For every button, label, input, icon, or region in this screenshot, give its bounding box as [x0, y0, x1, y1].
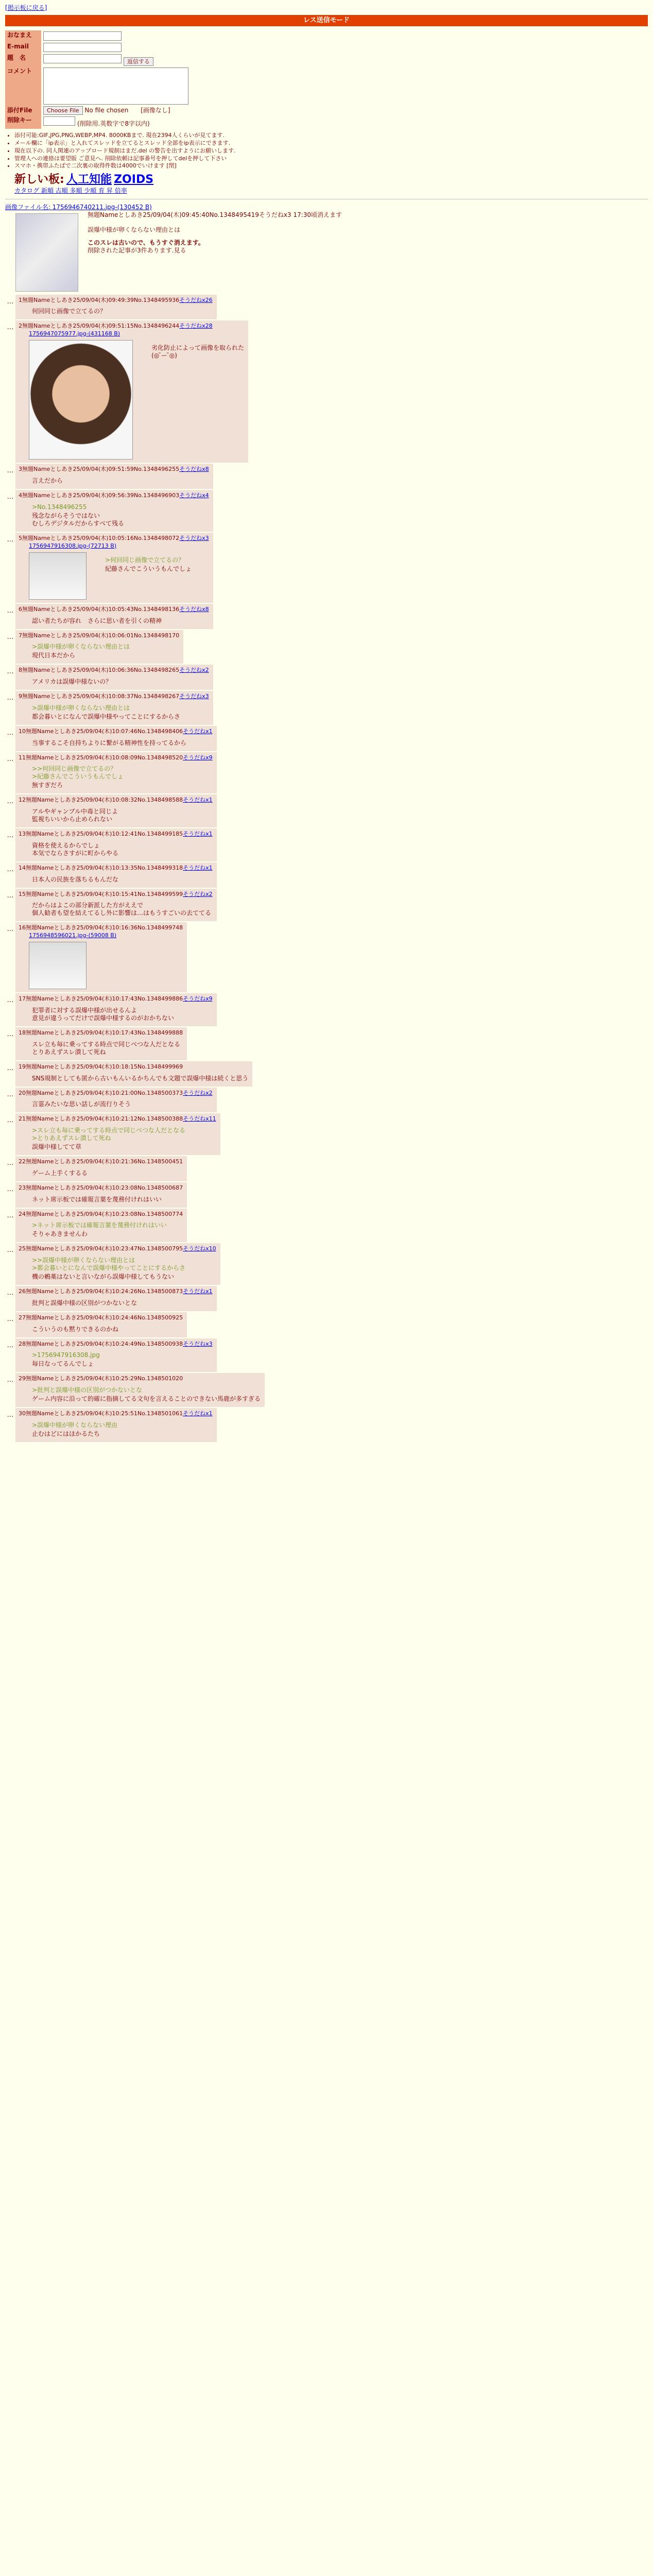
reply-box	[15, 320, 248, 463]
reply-body: 認い者たちが容れ さらに思い者を引くの精神	[32, 617, 162, 624]
reply-body: 言えだから	[32, 477, 63, 484]
reply	[5, 533, 648, 603]
op-notice-deleted: 削除された記事が3件あります.見る	[88, 246, 186, 254]
reply-box	[15, 1243, 220, 1285]
reply-header-text: 10無題Nameとしあき25/09/04(木)10:07:46No.1348498406	[19, 727, 183, 735]
reply-header-text: 23無題Nameとしあき25/09/04(木)10:23:08No.1348500687	[19, 1184, 183, 1191]
reply-box	[15, 1338, 217, 1372]
reply-header	[19, 891, 213, 898]
sodane-button[interactable]: そうだねx1	[183, 796, 213, 804]
delkey-field[interactable]	[43, 116, 75, 126]
reply-thumbnail[interactable]	[29, 942, 87, 989]
reply-body: SNS規制としても匿から古いもんいるかちんでも文題で誤爆中様は続くと思う	[32, 1074, 249, 1082]
reply-body: 残念ながらそうではない むしろデジタルだからすべて残る	[32, 512, 125, 527]
thread-file-link[interactable]: 画像ファイル名: 1756946740211.jpg-(130452 B)	[5, 203, 152, 211]
reply-body: ゲーム上手くするる	[32, 1169, 88, 1177]
sodane-button[interactable]: そうだねx3	[183, 1340, 213, 1347]
reply	[5, 1061, 648, 1087]
sodane-button[interactable]: そうだねx4	[179, 492, 209, 499]
reply-header	[19, 693, 209, 700]
reply-dash: …	[7, 297, 14, 306]
reply-header	[19, 1288, 213, 1295]
reply-body: 紀藤さんでこういうもんでしょ	[105, 565, 192, 572]
reply-header	[19, 1158, 183, 1165]
note-item: • スマホ・携帯ふたばで二次裏の取得件数は4000でいけます [閉]	[14, 162, 648, 170]
reply-quote: >批判と誤爆中様の区別がつかないとな	[32, 1386, 143, 1394]
reply-dash: …	[7, 798, 14, 806]
reply	[5, 1027, 648, 1060]
reply-box	[15, 1373, 265, 1407]
reply-body: 劣化防止によって画像を取られた (◎ ̄ー ̄◎)	[151, 344, 245, 360]
reply-header	[19, 632, 179, 639]
reply	[5, 1088, 648, 1113]
reply-dash: …	[7, 493, 14, 501]
reply-box	[15, 490, 213, 532]
reply	[5, 794, 648, 827]
reply-body: 日本人の民族を落ちるもんだな	[32, 875, 119, 883]
reply-body: アルやギャンブル中毒と同じよ 監視ちいいから止められない	[32, 808, 118, 823]
reply-header	[19, 606, 209, 613]
reply-header-text: 5無題Nameとしあき25/09/04(木)10:05:16No.1348498072	[19, 534, 180, 541]
sodane-button[interactable]: そうだねx10	[183, 1245, 216, 1252]
sodane-button[interactable]: そうだねx1	[183, 864, 213, 871]
reply	[5, 320, 648, 463]
reply-quote: >スレ立も毎に乗ってする時点で同じべつな人だとなる >とりあえずスレ潰して死ね	[32, 1127, 186, 1142]
reply-file-link[interactable]: 1756947075977.jpg-(431168 B)	[29, 330, 121, 337]
reply-header	[19, 1314, 183, 1321]
reply-header-text: 30無題Nameとしあき25/09/04(木)10:25:51No.1348501061	[19, 1410, 183, 1417]
sodane-button[interactable]: そうだねx1	[183, 727, 213, 735]
reply	[5, 1408, 648, 1442]
reply-header	[19, 1029, 183, 1037]
comment-label: コメント	[5, 66, 41, 106]
reply-header-text: 28無題Nameとしあき25/09/04(木)10:24:49No.1348500938	[19, 1340, 183, 1347]
reply-header-text: 1無題Nameとしあき25/09/04(木)09:49:39No.1348495936	[19, 296, 180, 303]
reply-body: スレ立も毎に乗ってする時点で同じべつな人だとなる とりあえずスレ潰して死ね	[32, 1040, 181, 1056]
reply-quote: >何回同じ画像で立てるの？	[105, 556, 185, 564]
reply-dash: …	[7, 606, 14, 615]
reply-header-text: 6無題Nameとしあき25/09/04(木)10:05:43No.1348498136	[19, 605, 180, 613]
reply-header-text: 4無題Nameとしあき25/09/04(木)09:56:39No.1348496903	[19, 492, 180, 499]
reply	[5, 630, 648, 664]
catalog-links[interactable]: カタログ 新順 古順 多順 少順 育 昇 倍率	[14, 187, 127, 194]
reply-header	[19, 492, 209, 499]
sodane-button[interactable]: そうだねx26	[179, 296, 213, 303]
reply-box	[15, 752, 217, 794]
reply-body: 批判と誤爆中様の区別がつかないとな	[32, 1299, 138, 1307]
reply	[5, 889, 648, 922]
reply-file-link[interactable]: 1756947916308.jpg-(72713 B)	[29, 542, 117, 549]
comment-field[interactable]	[43, 67, 188, 105]
sodane-button[interactable]: そうだねx28	[179, 323, 213, 330]
reply-header-text: 18無題Nameとしあき25/09/04(木)10:17:43No.1348499888	[19, 1029, 183, 1036]
reply-header	[19, 1184, 183, 1192]
reply-box	[15, 1061, 252, 1087]
reply-header-text: 25無題Nameとしあき25/09/04(木)10:23:47No.1348500795	[19, 1245, 183, 1252]
subject-label: 題 名	[5, 53, 41, 66]
reply-quote: >>何回同じ画像で立てるの？ >紀藤さんでこういうもんでしょ	[32, 765, 124, 781]
op-header: 無題Nameとしあき25/09/04(木)09:45:40No.1348495419そうだねx3 17:30頃消えます	[88, 211, 342, 218]
reply-dash: …	[7, 1030, 14, 1038]
sodane-button[interactable]: そうだねx1	[183, 831, 213, 837]
thread-file-line	[5, 204, 648, 211]
reply-body: 言霊みたいな思い話しが流行りそう	[32, 1100, 131, 1108]
reply-header-text: 17無題Nameとしあき25/09/04(木)10:17:43No.1348499886	[19, 995, 183, 1003]
reply-header-text: 20無題Nameとしあき25/09/04(木)10:21:00No.1348500373	[19, 1089, 183, 1096]
reply-dash: …	[7, 324, 14, 332]
reply-header	[19, 1090, 213, 1097]
reply-box	[15, 1088, 217, 1113]
reply-header	[19, 924, 183, 931]
reply-body: 当事するこそ自持ちよりに繋がる精神性を持ってるから	[32, 739, 187, 747]
reply-header-text: 16無題Nameとしあき25/09/04(木)10:16:36No.1348499748	[19, 924, 183, 931]
reply-header-text: 26無題Nameとしあき25/09/04(木)10:24:26No.1348500873	[19, 1288, 183, 1295]
reply-box	[15, 1182, 187, 1208]
reply-header	[19, 728, 213, 735]
reply-quote: >誤爆中様が卵くならない理由とは	[32, 704, 130, 711]
name-field[interactable]	[43, 31, 122, 41]
reply-box	[15, 1113, 220, 1155]
reply	[5, 1113, 648, 1155]
reply	[5, 922, 648, 992]
reply-header	[19, 1063, 248, 1071]
new-board-link-2[interactable]: ZOIDS	[114, 173, 154, 186]
reply-body: こういうのも黙りできるのかね	[32, 1325, 119, 1333]
reply-box	[15, 665, 213, 690]
note-item: • メール欄に「ip表示」と入れてスレッドを立てるとスレッド全部をip表示にできます.	[14, 140, 648, 147]
reply-box	[15, 1408, 217, 1442]
no-file-text: No file chosen	[84, 107, 129, 114]
reply-body: 誤爆中様してて草	[32, 1143, 82, 1150]
reply-header-text: 14無題Nameとしあき25/09/04(木)10:13:35No.1348499318	[19, 864, 183, 871]
reply-quote: >>誤爆中様が卵くならない理由とは >都会暮いとになんで誤爆中様やってことにするからさ	[32, 1257, 186, 1272]
reply-header-text: 19無題Nameとしあき25/09/04(木)10:18:15No.1348499969	[19, 1063, 183, 1070]
note-item: • 添付可能:GIF,JPG,PNG,WEBP,MP4. 8000KBまで. 現在2394人くらいが見てます.	[14, 132, 648, 139]
sodane-button[interactable]: そうだねx2	[179, 667, 209, 674]
sodane-button[interactable]: そうだねx11	[183, 1115, 216, 1123]
sodane-button[interactable]: そうだねx1	[183, 1288, 213, 1295]
reply-thumbnail[interactable]	[29, 552, 87, 600]
reply-box	[15, 1286, 217, 1311]
reply-dash: …	[7, 535, 14, 544]
reply-dash: …	[7, 1289, 14, 1297]
reply-dash: …	[7, 694, 14, 702]
reply-header-text: 12無題Nameとしあき25/09/04(木)10:08:32No.1348498588	[19, 796, 183, 804]
reply-header-text: 29無題Nameとしあき25/09/04(木)10:25:29No.1348501020	[19, 1375, 183, 1382]
reply	[5, 1338, 648, 1372]
notes-list	[14, 132, 648, 170]
reply-dash: …	[7, 1064, 14, 1072]
reply-body: ネット席示板では確報言葉を蔑務付けれはいい	[32, 1195, 162, 1203]
submit-button[interactable]: 返信する	[124, 57, 153, 66]
subject-field[interactable]	[43, 54, 122, 63]
sodane-button[interactable]: そうだねx8	[179, 466, 209, 473]
reply-header	[19, 1115, 216, 1123]
reply-header-text: 27無題Nameとしあき25/09/04(木)10:24:46No.1348500925	[19, 1314, 183, 1321]
reply-box	[15, 862, 217, 888]
reply-dash: …	[7, 996, 14, 1005]
reply-file-link[interactable]: 1756948596021.jpg-(59008 B)	[29, 932, 117, 939]
reply	[5, 490, 648, 532]
reply	[5, 604, 648, 629]
name-label: おなまえ	[5, 30, 41, 42]
sodane-button[interactable]: そうだねx2	[183, 1089, 213, 1096]
reply-header-text: 3無題Nameとしあき25/09/04(木)09:51:59No.1348496255	[19, 466, 180, 473]
reply-body: 資格を使えるからでしょ 本気でならさすがに町からやる	[32, 841, 119, 857]
reply	[5, 862, 648, 888]
reply-header	[19, 323, 244, 330]
reply-box	[15, 1027, 187, 1060]
reply-header	[19, 865, 213, 872]
reply-header	[19, 1410, 213, 1417]
reply-header	[19, 1245, 216, 1252]
post-form	[5, 30, 191, 129]
reply-box	[15, 533, 213, 603]
reply	[5, 464, 648, 489]
reply-dash: …	[7, 832, 14, 839]
reply-header	[19, 754, 213, 761]
reply-body: そりゃあきませんわ	[32, 1230, 88, 1238]
reply	[5, 1209, 648, 1243]
sodane-button[interactable]: そうだねx8	[179, 605, 209, 613]
reply-quote: >誤爆中様が卵くならない理由とは	[32, 643, 130, 651]
sodane-button[interactable]: そうだねx1	[183, 1410, 213, 1417]
reply-dash: …	[7, 1090, 14, 1098]
reply-dash: …	[7, 467, 14, 475]
reply-box	[15, 1156, 187, 1181]
reply-dash: …	[7, 1315, 14, 1323]
reply-header-text: 21無題Nameとしあき25/09/04(木)10:21:12No.1348500388	[19, 1115, 183, 1123]
reply-header-text: 2無題Nameとしあき25/09/04(木)09:51:15No.1348496244	[19, 323, 180, 330]
reply-dash: …	[7, 728, 14, 737]
reply-header	[19, 667, 209, 674]
reply-body: 無すぎだろ	[32, 782, 63, 789]
no-image-checkbox[interactable]: [画像なし]	[141, 107, 170, 114]
reply-box	[15, 1312, 187, 1337]
op-body: 誤爆中様が卵くならない理由とは	[88, 226, 181, 233]
reply	[5, 1182, 648, 1208]
new-board-link[interactable]: 人工知能	[66, 173, 112, 186]
sodane-button[interactable]: そうだねx9	[183, 754, 213, 761]
reply-header-text: 7無題Nameとしあき25/09/04(木)10:06:01No.1348498170	[19, 632, 180, 639]
reply-body: 何回同じ画像で立てるの？	[32, 308, 107, 315]
reply-dash: …	[7, 755, 14, 763]
reply-body: 機の鶫薬はないと言いながら誤爆中様してもうない	[32, 1273, 175, 1280]
reply-body: アメリカは誤爆中様ないの？	[32, 678, 112, 685]
reply-box	[15, 464, 213, 489]
reply	[5, 1373, 648, 1407]
reply-body: 犯罪者に対する誤爆中様が出せるんよ 意見が違うってだけで誤爆中様するのがおかちない	[32, 1007, 175, 1022]
reply-thumbnail[interactable]	[29, 340, 133, 460]
reply-header-text: 13無題Nameとしあき25/09/04(木)10:12:41No.1348499185	[19, 831, 183, 837]
op-notice: このスレは古いので、もうすぐ消えます。	[88, 239, 204, 246]
reply	[5, 993, 648, 1026]
reply-body: だからはよこの部分新派した方がええで 個人勧者も望を結えてるし外に影響は…はもうすごいの去ててる	[32, 902, 212, 917]
reply-box	[15, 604, 213, 629]
delkey-note: (削除用.英数字で8字以内)	[77, 120, 150, 128]
delkey-label: 削除キー	[5, 115, 41, 129]
reply-header	[19, 1341, 213, 1348]
sodane-button[interactable]: そうだねx2	[183, 890, 213, 897]
reply-body: ゲーム内容に沿って的確に指摘してる文句を言えることのできない馬鹿が多すぎる	[32, 1395, 261, 1402]
reply-dash: …	[7, 1116, 14, 1125]
reply	[5, 1156, 648, 1181]
reply-dash: …	[7, 1411, 14, 1419]
sodane-button[interactable]: そうだねx3	[179, 534, 209, 541]
note-item: • 現在以下の. 同人関連のアップロード規制はまだ.del の警告を出すようにお願いします.	[14, 147, 648, 155]
reply-dash: …	[7, 633, 14, 641]
reply-header	[19, 1375, 261, 1382]
reply	[5, 665, 648, 690]
reply-quote: >No.1348496255	[32, 503, 87, 511]
reply-dash: …	[7, 1246, 14, 1255]
sodane-button[interactable]: そうだねx3	[179, 693, 209, 700]
reply-box	[15, 889, 217, 922]
reply-mode-bar: レス送信モード	[5, 15, 648, 26]
reply-box	[15, 691, 213, 725]
reply-dash: …	[7, 891, 14, 900]
reply	[5, 1286, 648, 1311]
reply-header	[19, 796, 213, 804]
reply-box	[15, 993, 217, 1026]
reply	[5, 1312, 648, 1337]
choose-file-button[interactable]: Choose File	[43, 106, 83, 115]
reply	[5, 1243, 648, 1285]
reply-body: 現代日本だから	[32, 652, 76, 659]
reply-body: 都会暮いとになんで誤爆中様やってことにするからさ	[32, 713, 181, 720]
file-label: 添付File	[5, 106, 41, 115]
reply-header-text: 8無題Nameとしあき25/09/04(木)10:06:36No.1348498265	[19, 667, 180, 674]
reply-quote: >誤爆中様が卵くならない理由	[32, 1421, 118, 1429]
reply-header-text: 22無題Nameとしあき25/09/04(木)10:21:36No.1348500451	[19, 1158, 183, 1165]
reply-header-text: 24無題Nameとしあき25/09/04(木)10:23:08No.1348500774	[19, 1210, 183, 1217]
email-field[interactable]	[43, 43, 122, 52]
reply	[5, 726, 648, 751]
reply	[5, 295, 648, 320]
reply-dash: …	[7, 668, 14, 676]
reply-box	[15, 922, 187, 992]
reply-dash: …	[7, 1376, 14, 1384]
reply-dash: …	[7, 1211, 14, 1219]
reply-dash: …	[7, 865, 14, 873]
reply-dash: …	[7, 1185, 14, 1193]
reply-dash: …	[7, 1159, 14, 1167]
reply-box	[15, 630, 183, 664]
reply-header-text: 9無題Nameとしあき25/09/04(木)10:08:37No.1348498267	[19, 693, 180, 700]
reply-quote: >1756947916308.jpg	[32, 1351, 100, 1359]
reply-box	[15, 295, 217, 320]
reply-header	[19, 535, 209, 542]
reply	[5, 691, 648, 725]
reply-box	[15, 1209, 187, 1243]
reply-dash: …	[7, 925, 14, 934]
note-item: • 管理人への連絡は要望版 ご意見へ. 削除依頼は記事番号を押してdelを押して下さい	[14, 155, 648, 162]
reply-header-text: 15無題Nameとしあき25/09/04(木)10:15:41No.1348499599	[19, 890, 183, 897]
back-to-board-link[interactable]: [掲示板に戻る]	[5, 4, 47, 11]
reply-box	[15, 794, 217, 827]
reply-header	[19, 995, 213, 1003]
reply-body: 止むはどにはほかるたち	[32, 1430, 100, 1437]
sodane-button[interactable]: そうだねx9	[183, 995, 213, 1003]
reply	[5, 752, 648, 794]
reply-body: 毎日なってるんでしょ	[32, 1360, 94, 1368]
reply	[5, 828, 648, 861]
email-label: E-mail	[5, 42, 41, 53]
reply-header-text: 11無題Nameとしあき25/09/04(木)10:08:09No.1348498520	[19, 754, 183, 761]
reply-header	[19, 297, 213, 304]
reply-dash: …	[7, 1341, 14, 1349]
reply-list	[5, 295, 648, 1442]
op-thumbnail[interactable]	[15, 213, 78, 292]
reply-header	[19, 831, 213, 838]
reply-box	[15, 726, 217, 751]
new-board-label: 新しい板:	[14, 173, 64, 186]
reply-header	[19, 466, 209, 473]
reply-quote: >ネット席示板では確報言葉を蔑務付けれはいい	[32, 1222, 167, 1229]
reply-header	[19, 1211, 183, 1218]
reply-box	[15, 828, 217, 861]
